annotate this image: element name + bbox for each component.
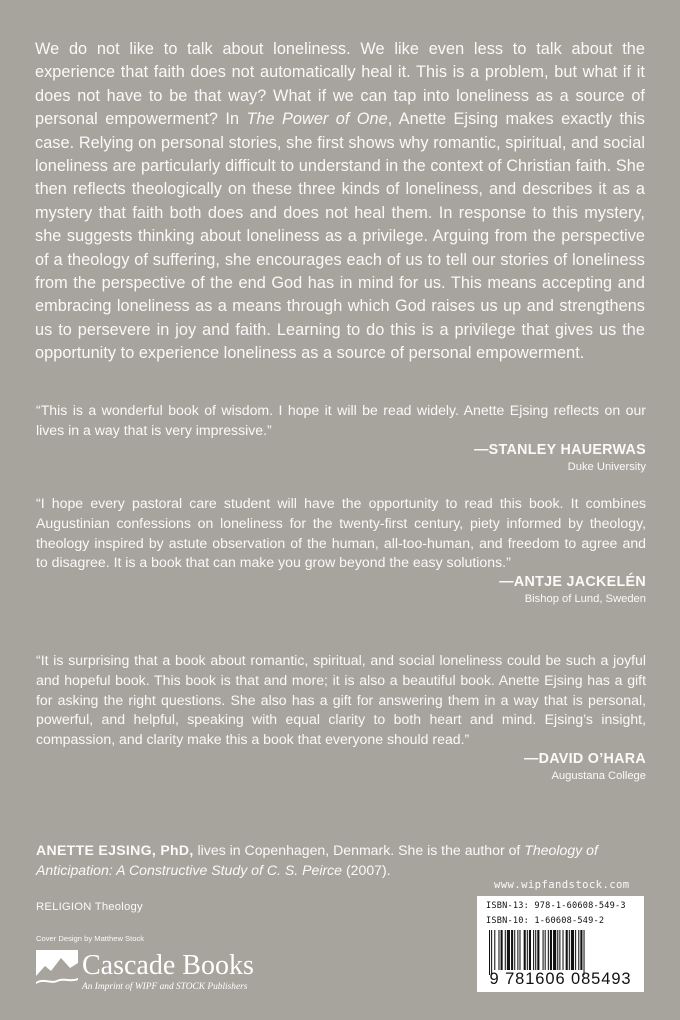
- author-bio: [36, 841, 646, 881]
- mountain-icon: [36, 950, 78, 990]
- barcode-bar: [494, 930, 495, 970]
- barcode-bar: [559, 930, 560, 970]
- barcode-bar: [563, 930, 564, 970]
- barcode-bar: [584, 930, 585, 975]
- endorsement-2: [36, 494, 646, 606]
- bio-work-title: Theology of Anticipation: A Constructive Study of C. S. Peirce: [36, 842, 598, 878]
- publisher-tagline: An Imprint of WIPF and STOCK Publishers: [82, 982, 248, 992]
- back-cover-blurb: [35, 38, 645, 366]
- bio-text: lives in Copenhagen, Denmark. She is the author of: [193, 842, 525, 858]
- endorsement-3: [36, 651, 646, 783]
- barcode-bar: [491, 930, 492, 975]
- barcode-bar: [575, 930, 576, 970]
- barcode-bar: [511, 930, 513, 970]
- barcode-bar: [507, 930, 510, 970]
- barcode-bar: [489, 930, 490, 975]
- barcode-bar: [537, 930, 539, 970]
- endorsement-text: “It is surprising that a book about romantic, spiritual, and social loneliness could be such a joyful and hopeful book. This book is that and more; it is also a beautiful book. Anette Ejsing has a gift for asking the right questions. She also has a gift for answering them in a way that is personal, powerful, and helpful, speaking with equal clarity to both heart and mind. Ejsing’s insight, compassion, and clarity make this a book that everyone should read.”: [36, 652, 646, 748]
- publisher-name: Cascade Books: [82, 950, 254, 981]
- barcode-bar: [498, 930, 499, 970]
- endorser-name: —DAVID O’HARA: [524, 750, 646, 767]
- isbn-13: ISBN-13: 978-1-60608-549-3: [486, 901, 626, 911]
- barcode-bar: [548, 930, 549, 970]
- barcode-bar: [529, 930, 531, 970]
- isbn-10: ISBN-10: 1-60608-549-2: [486, 916, 605, 926]
- endorsement-attribution: [36, 750, 646, 783]
- bio-year: (2007).: [342, 861, 391, 878]
- barcode-bar: [543, 930, 544, 970]
- endorser-name: —ANTJE JACKELÉN: [499, 574, 646, 591]
- blurb-text-part1: We do not like to talk about loneliness. We like even less to talk about the experience that faith does not automatically heal it. This is a problem, but what if it does not have to be that way? What if we can tap into loneliness as a source of personal empowerment? In: [35, 40, 645, 129]
- barcode-bar: [569, 930, 570, 970]
- blurb-book-title: The Power of One: [246, 110, 388, 129]
- endorsement-1: [36, 401, 646, 474]
- barcode-bar: [505, 930, 506, 970]
- endorsement-attribution: [36, 573, 646, 606]
- barcode-bar: [545, 930, 546, 970]
- endorser-affiliation: Augustana College: [551, 769, 646, 782]
- barcode-bar: [533, 930, 534, 970]
- barcode-bar: [571, 930, 574, 970]
- isbn-barcode-block: [477, 896, 644, 992]
- publisher-website[interactable]: www.wipfandstock.com: [494, 879, 630, 891]
- category-label: RELIGION Theology: [36, 901, 143, 913]
- barcode-bar: [501, 930, 503, 970]
- barcode-digits: 9 781606 085493: [489, 970, 632, 988]
- barcode-bar: [578, 930, 579, 970]
- barcode-bar: [566, 930, 568, 970]
- barcode-bar: [517, 930, 518, 970]
- endorser-affiliation: Duke University: [567, 460, 646, 473]
- barcode-image: [487, 930, 637, 975]
- cover-design-credit: Cover Design by Matthew Stock: [36, 934, 145, 943]
- barcode-bar: [535, 930, 536, 970]
- endorser-name: —STANLEY HAUERWAS: [474, 441, 646, 458]
- author-name: ANETTE EJSING, PhD,: [36, 842, 194, 858]
- barcode-bar: [550, 930, 552, 970]
- endorsement-text: “I hope every pastoral care student will have the opportunity to read this book. It combines Augustinian confessions on loneliness for the twenty-first century, piety informed by theology, theology inspired by astute observation of the human, all-too-human, and freedom to agree and to disagree. It is a book that can make you grow beyond the easy solutions.”: [36, 495, 646, 571]
- barcode-bar: [580, 930, 582, 970]
- endorser-affiliation: Bishop of Lund, Sweden: [524, 593, 646, 606]
- barcode-bar: [527, 930, 528, 970]
- publisher-logo: [36, 950, 286, 998]
- barcode-bar: [553, 930, 556, 970]
- barcode-bar: [557, 930, 558, 970]
- barcode-bar: [524, 930, 526, 970]
- blurb-text-part2: , Anette Ejsing makes exactly this case. Relying on personal stories, she first shows why romantic, spiritual, and social loneliness are particularly difficult to understand in the context of Christian faith. She then reflects theologically on these three kinds of loneliness, and describes it as a mystery that faith both does and does not heal them. In response to this mystery, she suggests thinking about loneliness as a privilege. Arguing from the perspective of a theology of suffering, she encourages each of us to tell our stories of loneliness from the perspective of the end God has in mind for us. This means accepting and embracing loneliness as a means through which God raises us up and strengthens us to persevere in joy and faith. Learning to do this is a privilege that gives us the opportunity to experience loneliness as a source of personal empowerment.: [35, 110, 645, 363]
- endorsement-text: “This is a wonderful book of wisdom. I hope it will be read widely. Anette Ejsing reflects on our lives in a way that is very impressive.”: [36, 402, 646, 438]
- barcode-bar: [514, 930, 515, 970]
- endorsement-attribution: [36, 441, 646, 474]
- barcode-bar: [519, 930, 520, 970]
